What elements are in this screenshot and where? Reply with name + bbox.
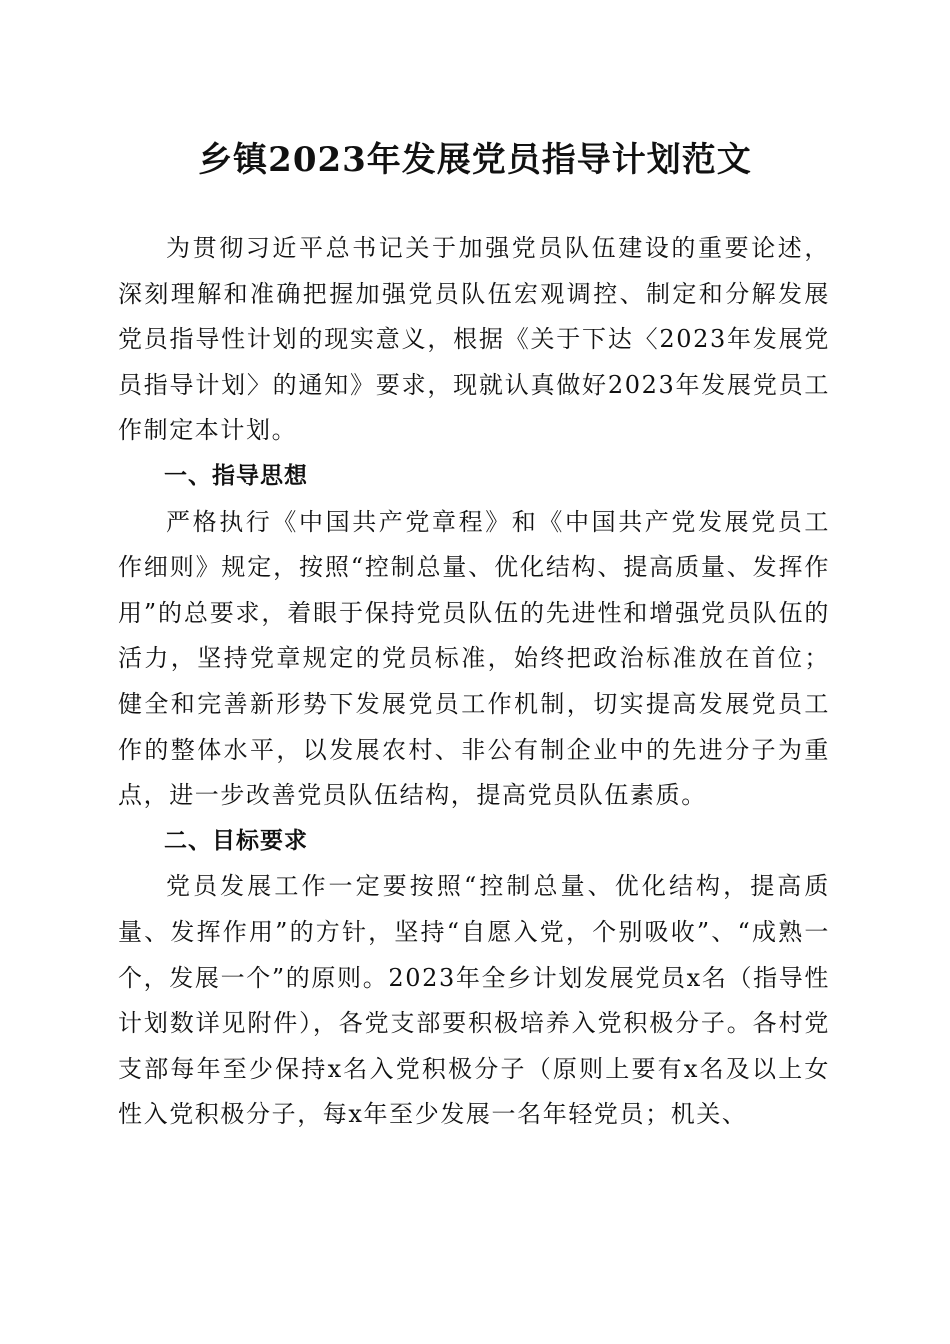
document-body [118, 226, 830, 1138]
intro-paragraph: 为贯彻习近平总书记关于加强党员队伍建设的重要论述，深刻理解和准确把握加强党员队伍宏观调控、制定和分解发展党员指导性计划的现实意义，根据《关于下达〈2023年发展党员指导计划〉的通知》要求，现就认真做好2023年发展党员工作制定本计划。 [118, 234, 830, 445]
section-heading-guiding-ideology: 一、指导思想 [164, 462, 308, 489]
section-paragraph-guiding-ideology: 严格执行《中国共产党章程》和《中国共产党发展党员工作细则》规定，按照“控制总量、优化结构、提高质量、发挥作用”的总要求，着眼于保持党员队伍的先进性和增强党员队伍的活力，坚持党章规定的党员标准，始终把政治标准放在首位；健全和完善新形势下发展党员工作机制，切实提高发展党员工作的整体水平，以发展农村、非公有制企业中的先进分子为重点，进一步改善党员队伍结构，提高党员队伍素质。 [118, 507, 830, 810]
section-paragraph-goals: 党员发展工作一定要按照“控制总量、优化结构，提高质量、发挥作用”的方针，坚持“自愿入党，个别吸收”、“成熟一个，发展一个”的原则。2023年全乡计划发展党员x名（指导性计划数详见附件），各党支部要积极培养入党积极分子。各村党支部每年至少保持x名入党积极分子（原则上要有x名及以上女性入党积极分子，每x年至少发展一名年轻党员；机关、 [118, 872, 830, 1129]
document-title: 乡镇2023年发展党员指导计划范文 [198, 140, 752, 180]
section-heading-goals: 二、目标要求 [164, 827, 308, 854]
